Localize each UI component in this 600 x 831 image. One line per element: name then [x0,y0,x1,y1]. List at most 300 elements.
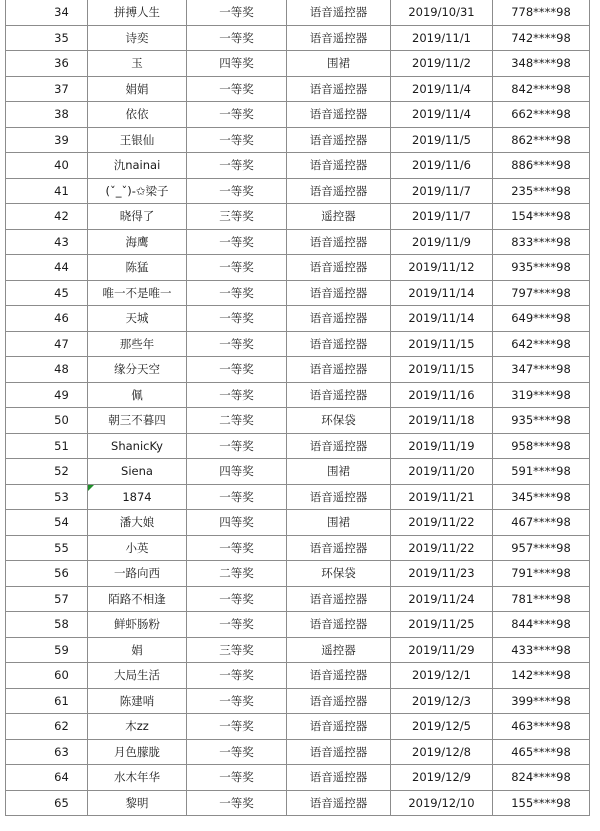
masked-phone-text: 862****98 [511,132,571,147]
prize-item-text: 语音遥控器 [309,438,368,453]
prize-item-cell[interactable] [287,127,391,153]
winner-name-cell[interactable] [88,127,187,153]
winner-name-cell[interactable] [88,790,187,816]
win-date-text: 2019/12/10 [408,795,475,810]
masked-phone-cell[interactable] [493,765,590,791]
prize-level-text: 一等奖 [219,438,254,453]
winner-name-cell[interactable] [88,280,187,306]
winner-name-cell[interactable] [88,535,187,561]
winner-name-cell[interactable] [88,255,187,281]
prize-item-cell[interactable] [287,382,391,408]
table-row [6,484,590,510]
prize-item-text: 语音遥控器 [309,693,368,708]
row-number-cell[interactable] [6,612,88,638]
row-number-cell[interactable] [6,357,88,383]
masked-phone-cell[interactable] [493,382,590,408]
prize-level-cell[interactable] [187,739,287,765]
masked-phone-cell[interactable] [493,484,590,510]
win-date-cell[interactable] [391,127,493,153]
win-date-cell[interactable] [391,408,493,434]
row-number-text: 64 [54,770,69,785]
masked-phone-text: 319****98 [511,387,571,402]
winner-name-cell[interactable] [88,688,187,714]
win-date-cell[interactable] [391,790,493,816]
winner-name-cell[interactable] [88,102,187,128]
table-row [6,765,590,791]
row-number-text: 48 [54,362,69,377]
row-number-cell[interactable] [6,408,88,434]
masked-phone-cell[interactable] [493,408,590,434]
win-date-cell[interactable] [391,612,493,638]
row-number-cell[interactable] [6,586,88,612]
row-number-text: 57 [54,591,69,606]
prize-level-cell[interactable] [187,484,287,510]
win-date-text: 2019/11/16 [408,387,475,402]
prize-level-cell[interactable] [187,25,287,51]
prize-level-cell[interactable] [187,178,287,204]
winner-name-text: 唯一不是唯一 [102,285,172,300]
winner-name-cell[interactable] [88,484,187,510]
prize-level-cell[interactable] [187,714,287,740]
winners-table-body [6,0,590,816]
masked-phone-cell[interactable] [493,76,590,102]
row-number-cell[interactable] [6,739,88,765]
prize-level-cell[interactable] [187,382,287,408]
prize-level-text: 一等奖 [219,30,254,45]
table-row [6,586,590,612]
table-row [6,229,590,255]
win-date-text: 2019/11/12 [408,260,475,275]
prize-item-cell[interactable] [287,0,391,25]
masked-phone-cell[interactable] [493,790,590,816]
prize-level-text: 一等奖 [219,285,254,300]
win-date-text: 2019/11/4 [412,107,471,122]
winner-name-cell[interactable] [88,229,187,255]
prize-level-cell[interactable] [187,331,287,357]
prize-item-cell[interactable] [287,510,391,536]
winner-name-text: 娟 [131,642,143,657]
prize-level-cell[interactable] [187,102,287,128]
prize-item-cell[interactable] [287,178,391,204]
winner-name-cell[interactable] [88,714,187,740]
prize-item-cell[interactable] [287,561,391,587]
win-date-cell[interactable] [391,510,493,536]
win-date-cell[interactable] [391,433,493,459]
win-date-cell[interactable] [391,586,493,612]
row-number-text: 65 [54,795,69,810]
masked-phone-cell[interactable] [493,306,590,332]
winner-name-text: 一路向西 [114,566,160,581]
prize-level-cell[interactable] [187,306,287,332]
masked-phone-text: 791****98 [511,566,571,581]
winner-name-text: (ˇ_ˇ)-✩梁子 [105,183,169,198]
prize-level-text: 一等奖 [219,5,254,20]
row-number-cell[interactable] [6,255,88,281]
winner-name-cell[interactable] [88,637,187,663]
masked-phone-cell[interactable] [493,331,590,357]
row-number-cell[interactable] [6,714,88,740]
row-number-cell[interactable] [6,127,88,153]
row-number-cell[interactable] [6,153,88,179]
row-number-cell[interactable] [6,76,88,102]
winner-name-text: 依依 [125,107,149,122]
prize-level-cell[interactable] [187,459,287,485]
row-number-cell[interactable] [6,331,88,357]
prize-item-cell[interactable] [287,739,391,765]
prize-level-text: 一等奖 [219,336,254,351]
win-date-cell[interactable] [391,765,493,791]
row-number-cell[interactable] [6,0,88,25]
row-number-cell[interactable] [6,663,88,689]
win-date-cell[interactable] [391,178,493,204]
prize-item-cell[interactable] [287,306,391,332]
row-number-cell[interactable] [6,102,88,128]
prize-level-text: 一等奖 [219,362,254,377]
prize-level-text: 一等奖 [219,795,254,810]
prize-item-cell[interactable] [287,433,391,459]
table-row [6,535,590,561]
prize-item-cell[interactable] [287,637,391,663]
masked-phone-cell[interactable] [493,127,590,153]
prize-item-text: 语音遥控器 [309,285,368,300]
row-number-cell[interactable] [6,510,88,536]
winner-name-cell[interactable] [88,357,187,383]
win-date-cell[interactable] [391,484,493,510]
winner-name-cell[interactable] [88,306,187,332]
masked-phone-cell[interactable] [493,561,590,587]
win-date-cell[interactable] [391,535,493,561]
prize-item-cell[interactable] [287,459,391,485]
prize-level-cell[interactable] [187,229,287,255]
prize-item-cell[interactable] [287,586,391,612]
prize-level-cell[interactable] [187,153,287,179]
masked-phone-cell[interactable] [493,535,590,561]
prize-item-text: 语音遥控器 [309,591,368,606]
win-date-text: 2019/12/9 [412,770,471,785]
win-date-cell[interactable] [391,459,493,485]
win-date-cell[interactable] [391,739,493,765]
row-number-text: 55 [54,540,69,555]
winner-name-cell[interactable] [88,612,187,638]
masked-phone-text: 778****98 [511,5,571,20]
prize-level-text: 一等奖 [219,234,254,249]
row-number-cell[interactable] [6,51,88,77]
win-date-text: 2019/11/7 [412,209,471,224]
prize-item-text: 围裙 [327,464,350,479]
masked-phone-cell[interactable] [493,255,590,281]
table-row [6,153,590,179]
prize-item-cell[interactable] [287,76,391,102]
row-number-cell[interactable] [6,204,88,230]
prize-item-text: 遥控器 [321,642,356,657]
row-number-cell[interactable] [6,433,88,459]
masked-phone-cell[interactable] [493,229,590,255]
row-number-text: 62 [54,719,69,734]
masked-phone-text: 463****98 [511,719,571,734]
winner-name-text: 娟娟 [125,81,149,96]
winner-name-cell[interactable] [88,739,187,765]
table-row [6,306,590,332]
win-date-text: 2019/12/5 [412,719,471,734]
winner-name-cell[interactable] [88,204,187,230]
masked-phone-text: 844****98 [511,617,571,632]
winner-name-text: 木zz [125,719,149,734]
cell-comment-indicator-icon[interactable] [88,485,94,491]
masked-phone-text: 781****98 [511,591,571,606]
win-date-cell[interactable] [391,204,493,230]
prize-item-cell[interactable] [287,255,391,281]
winner-name-text: 拼搏人生 [114,5,160,20]
row-number-text: 52 [54,464,69,479]
win-date-cell[interactable] [391,51,493,77]
prize-item-cell[interactable] [287,229,391,255]
prize-level-text: 二等奖 [219,566,254,581]
win-date-cell[interactable] [391,102,493,128]
prize-level-text: 一等奖 [219,107,254,122]
masked-phone-text: 235****98 [511,183,571,198]
prize-level-cell[interactable] [187,637,287,663]
winner-name-text: 小英 [125,540,149,555]
win-date-cell[interactable] [391,25,493,51]
row-number-text: 58 [54,617,69,632]
prize-item-text: 语音遥控器 [309,617,368,632]
win-date-text: 2019/11/18 [408,413,475,428]
row-number-cell[interactable] [6,765,88,791]
win-date-cell[interactable] [391,76,493,102]
prize-level-cell[interactable] [187,408,287,434]
winner-name-cell[interactable] [88,561,187,587]
prize-item-text: 语音遥控器 [309,30,368,45]
prize-item-cell[interactable] [287,357,391,383]
masked-phone-cell[interactable] [493,739,590,765]
row-number-text: 53 [54,489,69,504]
masked-phone-cell[interactable] [493,280,590,306]
table-row [6,127,590,153]
masked-phone-cell[interactable] [493,433,590,459]
prize-level-cell[interactable] [187,204,287,230]
row-number-cell[interactable] [6,637,88,663]
prize-level-cell[interactable] [187,51,287,77]
row-number-cell[interactable] [6,561,88,587]
winner-name-cell[interactable] [88,76,187,102]
masked-phone-text: 662****98 [511,107,571,122]
masked-phone-cell[interactable] [493,459,590,485]
prize-item-cell[interactable] [287,663,391,689]
masked-phone-text: 345****98 [511,489,571,504]
prize-level-cell[interactable] [187,255,287,281]
prize-item-cell[interactable] [287,484,391,510]
win-date-text: 2019/12/3 [412,693,471,708]
prize-item-cell[interactable] [287,102,391,128]
win-date-cell[interactable] [391,663,493,689]
masked-phone-cell[interactable] [493,0,590,25]
prize-item-cell[interactable] [287,25,391,51]
table-row [6,76,590,102]
masked-phone-cell[interactable] [493,612,590,638]
prize-level-cell[interactable] [187,535,287,561]
win-date-cell[interactable] [391,714,493,740]
masked-phone-cell[interactable] [493,25,590,51]
prize-level-cell[interactable] [187,433,287,459]
masked-phone-cell[interactable] [493,688,590,714]
masked-phone-text: 467****98 [511,515,571,530]
prize-level-cell[interactable] [187,612,287,638]
prize-level-cell[interactable] [187,510,287,536]
masked-phone-text: 142****98 [511,668,571,683]
prize-level-cell[interactable] [187,790,287,816]
winner-name-text: 晓得了 [119,209,155,224]
winner-name-cell[interactable] [88,408,187,434]
win-date-text: 2019/10/31 [408,5,475,20]
masked-phone-text: 649****98 [511,311,571,326]
prize-item-cell[interactable] [287,280,391,306]
prize-item-text: 围裙 [327,515,350,530]
masked-phone-cell[interactable] [493,586,590,612]
win-date-text: 2019/12/8 [412,744,471,759]
masked-phone-cell[interactable] [493,357,590,383]
prize-level-text: 四等奖 [219,515,254,530]
masked-phone-cell[interactable] [493,204,590,230]
winner-name-text: 氿nainai [113,158,161,173]
win-date-text: 2019/11/14 [408,285,475,300]
win-date-cell[interactable] [391,357,493,383]
winner-name-cell[interactable] [88,586,187,612]
prize-level-text: 一等奖 [219,744,254,759]
prize-item-text: 语音遥控器 [309,260,368,275]
row-number-cell[interactable] [6,535,88,561]
row-number-cell[interactable] [6,459,88,485]
prize-level-cell[interactable] [187,586,287,612]
prize-level-text: 一等奖 [219,540,254,555]
winner-name-cell[interactable] [88,331,187,357]
prize-item-text: 语音遥控器 [309,362,368,377]
win-date-cell[interactable] [391,331,493,357]
win-date-text: 2019/11/22 [408,515,475,530]
win-date-cell[interactable] [391,382,493,408]
masked-phone-text: 591****98 [511,464,571,479]
row-number-cell[interactable] [6,484,88,510]
win-date-cell[interactable] [391,255,493,281]
winner-name-cell[interactable] [88,0,187,25]
masked-phone-cell[interactable] [493,714,590,740]
win-date-cell[interactable] [391,306,493,332]
prize-level-cell[interactable] [187,0,287,25]
prize-level-cell[interactable] [187,663,287,689]
prize-item-text: 语音遥控器 [309,387,368,402]
prize-level-cell[interactable] [187,765,287,791]
prize-item-text: 语音遥控器 [309,770,368,785]
masked-phone-cell[interactable] [493,153,590,179]
prize-item-cell[interactable] [287,204,391,230]
win-date-cell[interactable] [391,561,493,587]
prize-item-cell[interactable] [287,153,391,179]
prize-item-cell[interactable] [287,331,391,357]
masked-phone-cell[interactable] [493,510,590,536]
win-date-text: 2019/11/15 [408,336,475,351]
win-date-cell[interactable] [391,280,493,306]
masked-phone-cell[interactable] [493,637,590,663]
winner-name-cell[interactable] [88,765,187,791]
table-row [6,102,590,128]
prize-item-cell[interactable] [287,790,391,816]
prize-item-cell[interactable] [287,612,391,638]
winner-name-cell[interactable] [88,51,187,77]
prize-item-cell[interactable] [287,51,391,77]
row-number-cell[interactable] [6,306,88,332]
win-date-cell[interactable] [391,229,493,255]
prize-level-cell[interactable] [187,357,287,383]
prize-item-cell[interactable] [287,714,391,740]
win-date-text: 2019/11/15 [408,362,475,377]
win-date-text: 2019/11/14 [408,311,475,326]
prize-level-text: 一等奖 [219,591,254,606]
win-date-cell[interactable] [391,0,493,25]
masked-phone-cell[interactable] [493,102,590,128]
prize-item-text: 语音遥控器 [309,311,368,326]
prize-level-cell[interactable] [187,127,287,153]
table-row [6,433,590,459]
prize-level-text: 三等奖 [219,642,254,657]
winner-name-cell[interactable] [88,510,187,536]
table-row [6,382,590,408]
prize-item-cell[interactable] [287,535,391,561]
row-number-cell[interactable] [6,25,88,51]
row-number-text: 38 [54,107,69,122]
winner-name-cell[interactable] [88,382,187,408]
win-date-cell[interactable] [391,153,493,179]
prize-level-cell[interactable] [187,688,287,714]
prize-item-cell[interactable] [287,408,391,434]
prize-level-cell[interactable] [187,280,287,306]
win-date-cell[interactable] [391,688,493,714]
masked-phone-cell[interactable] [493,663,590,689]
row-number-cell[interactable] [6,280,88,306]
masked-phone-cell[interactable] [493,51,590,77]
win-date-cell[interactable] [391,637,493,663]
win-date-text: 2019/11/23 [408,566,475,581]
win-date-text: 2019/11/5 [412,132,471,147]
row-number-cell[interactable] [6,229,88,255]
win-date-text: 2019/11/1 [412,30,471,45]
win-date-text: 2019/11/6 [412,158,471,173]
winner-name-cell[interactable] [88,459,187,485]
winner-name-text: 大局生活 [114,668,160,683]
winner-name-cell[interactable] [88,25,187,51]
winner-name-text: 月色朦胧 [114,744,160,759]
winner-name-text: 玉 [131,56,143,71]
row-number-cell[interactable] [6,382,88,408]
winner-name-cell[interactable] [88,153,187,179]
winner-name-cell[interactable] [88,663,187,689]
prize-level-cell[interactable] [187,76,287,102]
prize-item-cell[interactable] [287,688,391,714]
prize-level-text: 二等奖 [219,413,254,428]
row-number-cell[interactable] [6,178,88,204]
prize-level-cell[interactable] [187,561,287,587]
winner-name-text: 潘大娘 [119,515,155,530]
winner-name-cell[interactable] [88,433,187,459]
table-row [6,663,590,689]
winner-name-cell[interactable] [88,178,187,204]
row-number-cell[interactable] [6,688,88,714]
masked-phone-cell[interactable] [493,178,590,204]
table-row [6,280,590,306]
prize-item-text: 语音遥控器 [309,5,368,20]
prize-item-cell[interactable] [287,765,391,791]
row-number-text: 61 [54,693,69,708]
prize-level-text: 四等奖 [219,464,254,479]
row-number-cell[interactable] [6,790,88,816]
